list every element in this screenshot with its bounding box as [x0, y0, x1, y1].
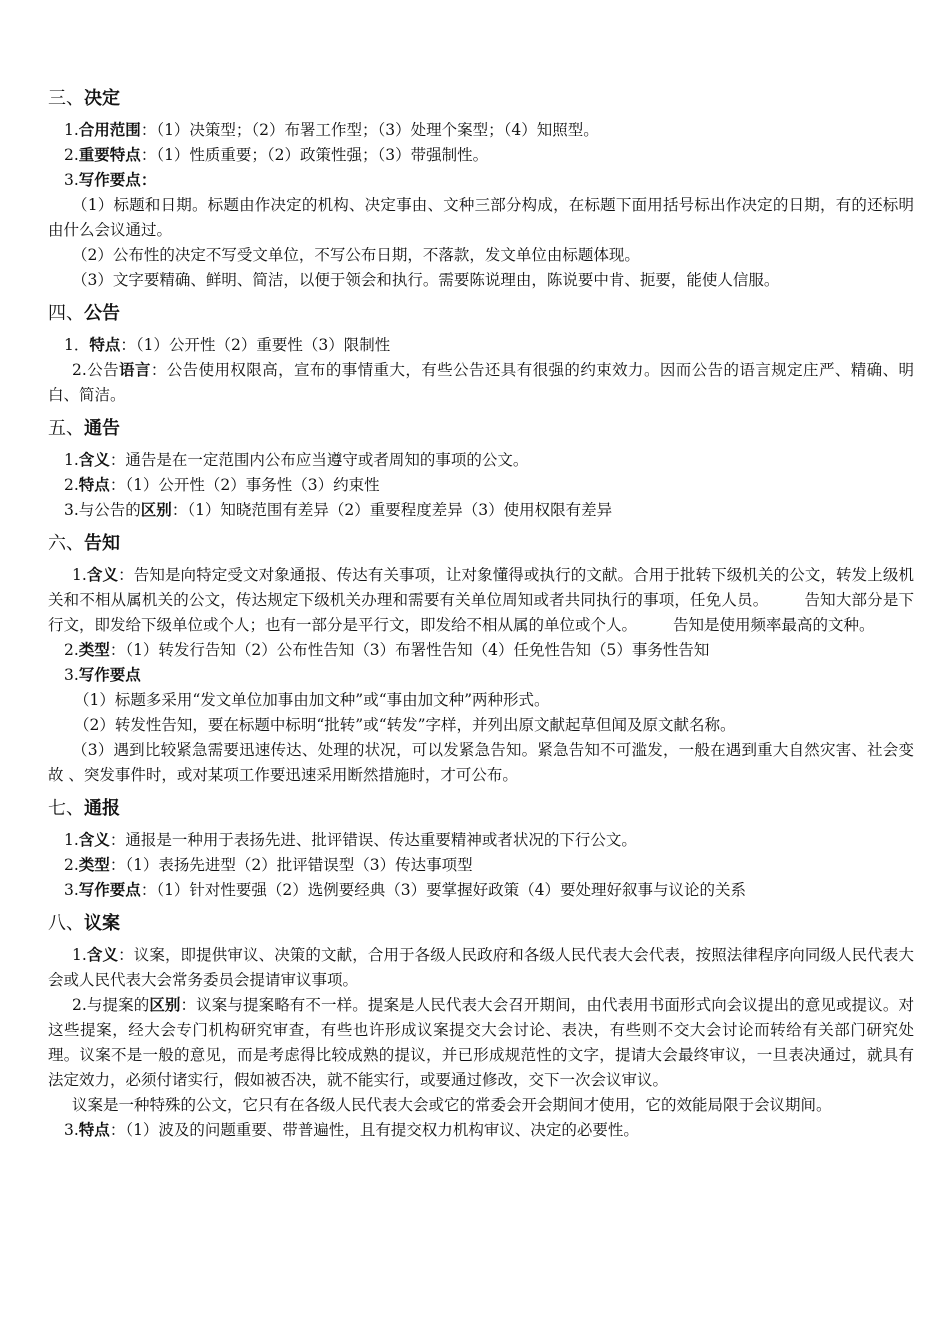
- section-heading: 五、通告: [48, 418, 120, 439]
- section-motion: [48, 909, 914, 1143]
- section-notice: [48, 529, 914, 788]
- section-heading: 七、通报: [48, 798, 120, 819]
- section-heading: 六、告知: [48, 533, 120, 554]
- list-item: 3.特点：（1）波及的问题重要、带普遍性，且有提交权力机构审议、决定的必要性。: [64, 1121, 639, 1139]
- paragraph: （3）文字要精确、鲜明、简洁，以便于领会和执行。需要陈说理由，陈说要中肯、扼要，能使人信服。: [72, 271, 780, 289]
- section-heading: 八、议案: [48, 913, 120, 934]
- list-item: 3.写作要点：: [64, 171, 157, 189]
- list-item: 2.类型：（1）表扬先进型（2）批评错误型（3）传达事项型: [64, 856, 473, 874]
- list-item: 1．特点：（1）公开性（2）重要性（3）限制性: [64, 336, 391, 354]
- list-item: 2.与提案的区别：议案与提案略有不一样。提案是人民代表大会召开期间，由代表用书面形式向会议提出的意见或提议。对这些提案，经大会专门机构研究审查，有些也许形成议案提交大会讨论、表决，有些则不交大会讨论而转给有关部门研究处理。议案不是一般的意见，而是考虑得比较成熟的提议，并已形成规范性的文字，提请大会最终审议，一旦表决通过，就具有法定效力，必须付诸实行，假如被否决，就不能实行，或要通过修改，交下一次会议审议。: [48, 996, 914, 1089]
- list-item: 3.写作要点: [64, 666, 141, 684]
- section-circular: [48, 414, 914, 523]
- list-item: 2.公告语言：公告使用权限高，宣布的事情重大，有些公告还具有很强的约束效力。因而公告的语言规定庄严、精确、明白、简洁。: [48, 361, 914, 404]
- list-item: 1.含义：通报是一种用于表扬先进、批评错误、传达重要精神或者状况的下行公文。: [64, 831, 637, 849]
- paragraph: 议案是一种特殊的公文，它只有在各级人民代表大会或它的常委会开会期间才使用，它的效能局限于会议期间。: [72, 1096, 832, 1114]
- list-item: 2.类型：（1）转发行告知（2）公布性告知（3）布署性告知（4）任免性告知（5）事务性告知: [64, 641, 710, 659]
- list-item: 1.含义：告知是向特定受文对象通报、传达有关事项，让对象懂得或执行的文献。合用于批转下级机关的公文，转发上级机关和不相从属机关的公文，传达规定下级机关办理和需要有关单位周知或者共同执行的事项，任免人员。 告知大部分是下行文，即发给下级单位或个人；也有一部分是平行文，即发给不相从属的单位或个人。 告知是使用频率最高的文种。: [48, 566, 914, 634]
- paragraph: （2）转发性告知，要在标题中标明“批转”或“转发”字样，并列出原文献起草但闻及原文献名称。: [74, 716, 736, 734]
- list-item: 2.重要特点：（1）性质重要；（2）政策性强；（3）带强制性。: [64, 146, 489, 164]
- list-item: 3.与公告的区别：（1）知晓范围有差异（2）重要程度差异（3）使用权限有差异: [64, 501, 613, 519]
- section-heading: 四、公告: [48, 303, 120, 324]
- list-item: 1.含义：议案，即提供审议、决策的文献，合用于各级人民政府和各级人民代表大会代表，按照法律程序向同级人民代表大会或人民代表大会常务委员会提请审议事项。: [48, 946, 914, 989]
- list-item: 1.合用范围：（1）决策型；（2）布署工作型；（3）处理个案型；（4）知照型。: [64, 121, 599, 139]
- section-bulletin: [48, 794, 914, 903]
- paragraph: （3）遇到比较紧急需要迅速传达、处理的状况，可以发紧急告知。紧急告知不可滥发，一般在遇到重大自然灾害、社会变故 、突发事件时，或对某项工作要迅速采用断然措施时，才可公布。: [48, 741, 914, 784]
- section-decision: [48, 84, 914, 293]
- list-item: 2.特点：（1）公开性（2）事务性（3）约束性: [64, 476, 380, 494]
- list-item: 3.写作要点：（1）针对性要强（2）选例要经典（3）要掌握好政策（4）要处理好叙事与议论的关系: [64, 881, 747, 899]
- section-heading: 三、决定: [48, 88, 120, 109]
- list-item: 1.含义：通告是在一定范围内公布应当遵守或者周知的事项的公文。: [64, 451, 529, 469]
- section-announcement: [48, 299, 914, 408]
- paragraph: （1）标题多采用“发文单位加事由加文种”或“事由加文种”两种形式。: [74, 691, 550, 709]
- paragraph: （1）标题和日期。标题由作决定的机构、决定事由、文种三部分构成，在标题下面用括号标出作决定的日期，有的还标明由什么会议通过。: [48, 196, 914, 239]
- paragraph: （2）公布性的决定不写受文单位，不写公布日期，不落款，发文单位由标题体现。: [72, 246, 640, 264]
